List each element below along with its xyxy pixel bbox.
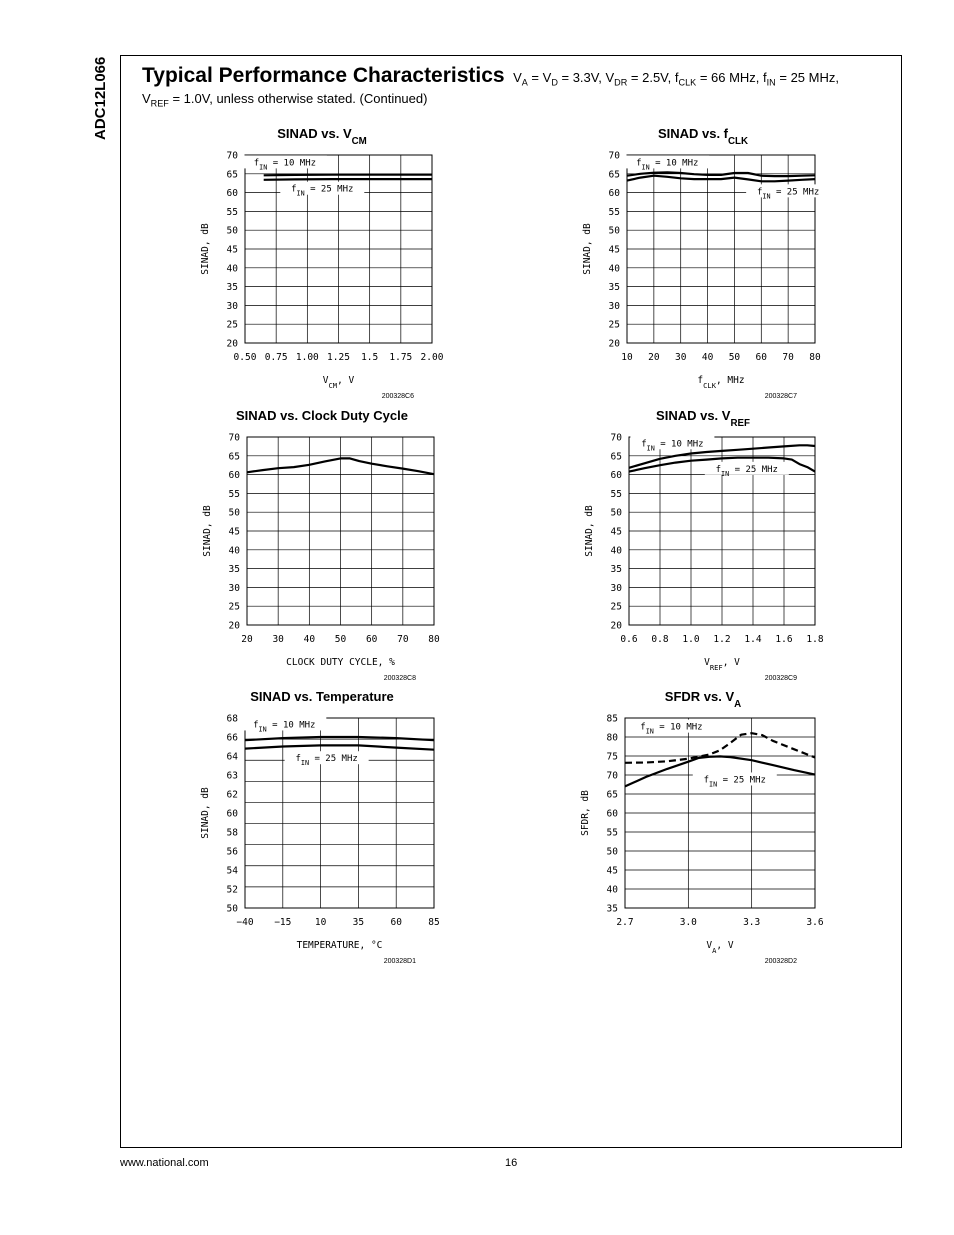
x-tick-label: 70: [397, 634, 409, 645]
y-tick-label: 66: [226, 732, 238, 744]
y-axis-label: SINAD, dB: [202, 505, 213, 557]
y-tick-label: 65: [606, 789, 618, 801]
figure-code: 200328C6: [381, 393, 414, 400]
series-annotation: $f_{IN} = 10$ MHz: [641, 439, 704, 453]
y-tick-label: 70: [228, 432, 240, 444]
series-line: [264, 179, 432, 180]
x-tick-label: −15: [274, 917, 292, 928]
figure-code: 200328C8: [383, 675, 416, 682]
x-tick-label: 20: [648, 352, 660, 363]
x-axis-label: CLOCK DUTY CYCLE, %: [286, 657, 395, 668]
y-tick-label: 30: [226, 300, 238, 312]
x-tick-label: 1.2: [713, 634, 731, 645]
y-tick-label: 50: [226, 225, 238, 237]
y-tick-label: 52: [226, 884, 238, 896]
y-tick-label: 80: [606, 732, 618, 744]
series-line: [245, 745, 434, 749]
x-tick-label: −40: [236, 917, 254, 928]
series-annotation: $f_{IN} = 25$ MHz: [295, 754, 358, 768]
figure-code: 200328C9: [764, 675, 797, 682]
y-tick-label: 55: [606, 827, 618, 839]
page-number: 16: [505, 1157, 518, 1169]
x-tick-label: 70: [782, 352, 794, 363]
y-axis-label: SINAD, dB: [200, 787, 211, 839]
series-annotation: $f_{IN} = 25$ MHz: [291, 184, 354, 198]
chart-title: SINAD vs. $V_{REF}$: [656, 408, 750, 429]
conditions-line-2: $V_{REF} = 1.0V$, unless otherwise stated. (Continued): [142, 91, 428, 109]
x-tick-label: 0.6: [620, 634, 638, 645]
x-tick-label: 35: [352, 917, 365, 928]
y-tick-label: 70: [226, 150, 238, 162]
chart-title: SFDR vs. $V_A$: [664, 689, 742, 710]
y-tick-label: 58: [226, 827, 238, 839]
x-tick-label: 10: [314, 917, 327, 928]
y-tick-label: 40: [608, 263, 620, 275]
x-tick-label: 1.75: [389, 352, 413, 363]
series-annotation: $f_{IN} = 10$ MHz: [253, 720, 316, 734]
x-tick-label: 1.4: [744, 634, 762, 645]
y-tick-label: 56: [226, 846, 238, 858]
figure-code: 200328D1: [383, 958, 416, 965]
x-axis-label: $V_{REF}$, V: [704, 657, 740, 672]
x-tick-label: 1.25: [327, 352, 350, 363]
y-tick-label: 60: [606, 808, 618, 820]
y-tick-label: 70: [610, 432, 622, 444]
y-tick-label: 40: [226, 263, 238, 275]
y-tick-label: 75: [606, 751, 618, 763]
y-tick-label: 30: [608, 300, 620, 312]
series-annotation: $f_{IN} = 25$ MHz: [756, 187, 820, 201]
chart-6: [580, 689, 824, 965]
y-tick-label: 20: [610, 620, 622, 632]
x-tick-label: 3.3: [743, 917, 761, 928]
figure-code: 200328D2: [764, 958, 797, 965]
x-tick-label: 3.0: [679, 917, 697, 928]
chart-title: SINAD vs. $f_{CLK}$: [657, 126, 749, 147]
y-tick-label: 50: [610, 507, 622, 519]
y-tick-label: 68: [226, 713, 238, 725]
y-tick-label: 35: [608, 282, 620, 294]
x-axis-label: $V_{CM}$, V: [322, 375, 355, 390]
y-tick-label: 25: [610, 601, 622, 613]
x-tick-label: 1.8: [806, 634, 824, 645]
y-tick-label: 65: [608, 169, 620, 181]
y-axis-label: SINAD, dB: [200, 223, 211, 275]
x-axis-label: $f_{CLK}$, MHz: [697, 375, 745, 390]
series-annotation: $f_{IN} = 10$ MHz: [253, 158, 317, 172]
y-tick-label: 50: [226, 903, 238, 915]
x-tick-label: 1.0: [682, 634, 700, 645]
y-tick-label: 35: [226, 282, 238, 294]
y-tick-label: 60: [226, 808, 238, 820]
y-tick-label: 60: [610, 470, 622, 482]
y-tick-label: 50: [608, 225, 620, 237]
chart-title: SINAD vs. Temperature: [250, 689, 394, 704]
chart-5: [200, 689, 440, 965]
y-tick-label: 55: [226, 206, 238, 218]
x-tick-label: 0.8: [651, 634, 669, 645]
y-tick-label: 40: [606, 884, 618, 896]
x-tick-label: 40: [303, 634, 316, 645]
y-tick-label: 65: [226, 169, 238, 181]
y-axis-label: SFDR, dB: [580, 790, 591, 836]
y-tick-label: 45: [610, 526, 622, 538]
x-axis-label: $V_A$, V: [706, 940, 734, 955]
y-tick-label: 64: [226, 751, 238, 763]
x-tick-label: 85: [428, 917, 440, 928]
chart-3: [202, 408, 440, 682]
page-title: Typical Performance Characteristics: [142, 64, 505, 87]
y-tick-label: 60: [228, 470, 240, 482]
series-annotation: $f_{IN} = 25$ MHz: [715, 464, 778, 478]
part-number-label: ADC12L066: [92, 56, 109, 140]
y-tick-label: 20: [608, 338, 620, 350]
x-tick-label: 0.50: [233, 352, 257, 363]
y-tick-label: 35: [606, 903, 618, 915]
chart-4: [584, 408, 824, 682]
x-tick-label: 60: [390, 917, 402, 928]
x-tick-label: 2.00: [420, 352, 444, 363]
x-tick-label: 2.7: [616, 917, 634, 928]
y-tick-label: 50: [228, 507, 240, 519]
series-line: [625, 733, 815, 763]
x-axis-label: TEMPERATURE, °C: [296, 940, 383, 951]
y-tick-label: 20: [226, 338, 238, 350]
y-tick-label: 65: [228, 451, 240, 463]
y-tick-label: 40: [228, 545, 240, 557]
y-tick-label: 45: [228, 526, 240, 538]
x-tick-label: 3.6: [806, 917, 824, 928]
series-line: [245, 737, 434, 740]
series-line: [264, 175, 432, 176]
conditions-line-1: $V_A = V_D = 3.3V$, $V_{DR} = 2.5V$, $f_{CLK} = 66$ MHz, $f_{IN} = 25$ MHz,: [513, 70, 839, 88]
y-tick-label: 25: [608, 319, 620, 331]
y-tick-label: 40: [610, 545, 622, 557]
x-tick-label: 0.75: [264, 352, 288, 363]
y-tick-label: 65: [610, 451, 622, 463]
x-tick-label: 20: [241, 634, 253, 645]
y-tick-label: 55: [610, 488, 622, 500]
chart-title: SINAD vs. $V_{CM}$: [277, 126, 367, 147]
x-tick-label: 50: [728, 352, 741, 363]
x-tick-label: 30: [674, 352, 687, 363]
x-tick-label: 50: [334, 634, 347, 645]
y-tick-label: 45: [226, 244, 238, 256]
x-tick-label: 80: [809, 352, 821, 363]
y-tick-label: 63: [226, 770, 238, 782]
x-tick-label: 40: [701, 352, 714, 363]
y-tick-label: 25: [226, 319, 238, 331]
y-tick-label: 45: [608, 244, 620, 256]
x-tick-label: 80: [428, 634, 440, 645]
chart-1: [200, 126, 444, 400]
y-tick-label: 35: [228, 564, 240, 576]
y-tick-label: 50: [606, 846, 618, 858]
series-annotation: $f_{IN} = 10$ MHz: [640, 722, 703, 736]
y-tick-label: 55: [228, 488, 240, 500]
chart-title: SINAD vs. Clock Duty Cycle: [236, 408, 408, 423]
series-annotation: $f_{IN} = 25$ MHz: [703, 775, 766, 789]
y-tick-label: 70: [608, 150, 620, 162]
y-tick-label: 35: [610, 564, 622, 576]
y-tick-label: 85: [606, 713, 618, 725]
y-tick-label: 30: [228, 582, 240, 594]
y-tick-label: 20: [228, 620, 240, 632]
figure-code: 200328C7: [764, 393, 797, 400]
x-tick-label: 60: [365, 634, 378, 645]
x-tick-label: 60: [755, 352, 768, 363]
y-tick-label: 60: [226, 188, 238, 200]
y-axis-label: SINAD, dB: [584, 505, 595, 557]
x-tick-label: 30: [272, 634, 284, 645]
y-tick-label: 45: [606, 865, 618, 877]
y-axis-label: SINAD, dB: [582, 223, 593, 275]
x-tick-label: 10: [621, 352, 633, 363]
x-tick-label: 1.5: [361, 352, 379, 363]
footer-url[interactable]: www.national.com: [120, 1157, 209, 1169]
chart-2: [582, 126, 830, 400]
series-annotation: $f_{IN} = 10$ MHz: [636, 158, 699, 172]
y-tick-label: 54: [226, 865, 238, 877]
y-tick-label: 70: [606, 770, 618, 782]
y-tick-label: 62: [226, 789, 238, 801]
y-tick-label: 60: [608, 188, 620, 200]
x-tick-label: 1.00: [295, 352, 319, 363]
y-tick-label: 55: [608, 206, 620, 218]
x-tick-label: 1.6: [775, 634, 793, 645]
y-tick-label: 30: [610, 582, 622, 594]
y-tick-label: 25: [228, 601, 240, 613]
